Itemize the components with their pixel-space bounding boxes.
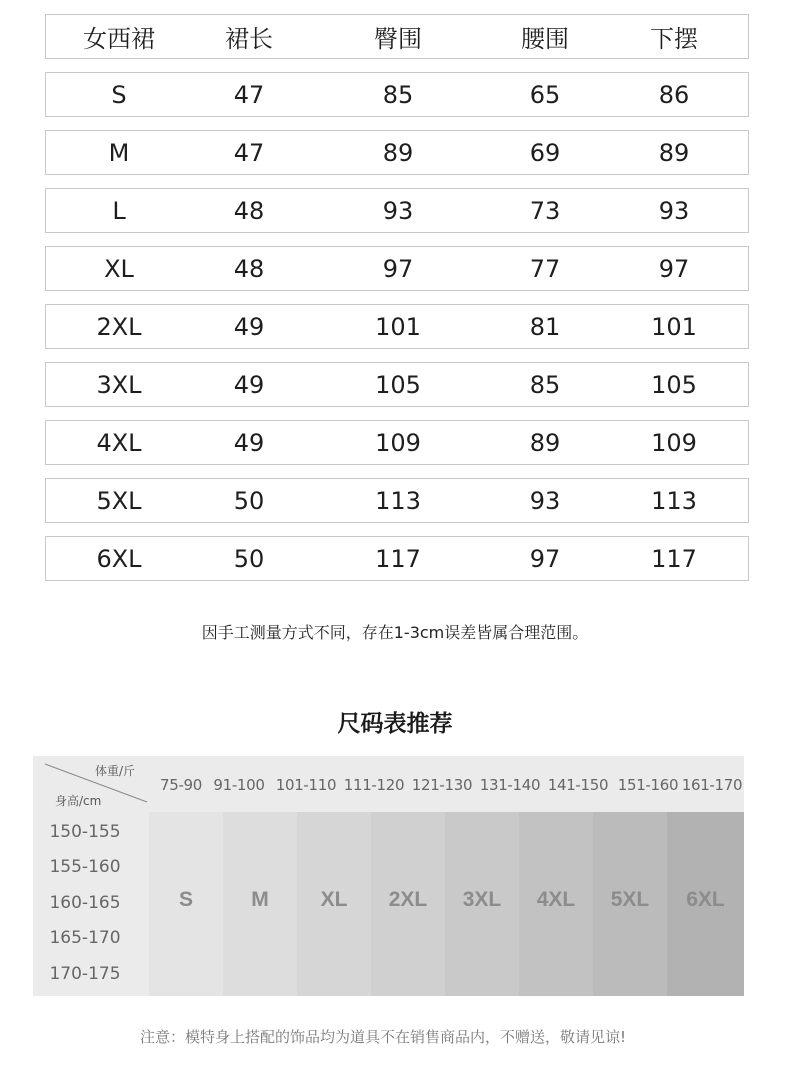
header-cell-length: 裙长 [225,25,273,53]
length-cell: 49 [233,428,265,457]
hem-cell: 105 [651,370,697,399]
size-column-2xl [371,812,445,996]
size-cell: L [112,196,126,225]
header-cell-style: 女西裙 [83,25,155,53]
size-column-6xl [667,812,744,996]
header-cell-hem: 下摆 [650,25,698,53]
table-row [45,72,749,117]
length-cell: 48 [233,254,265,283]
waist-cell: 97 [529,544,561,573]
length-cell: 47 [233,80,265,109]
length-cell: 47 [233,138,265,167]
accessory-disclaimer: 注意：模特身上搭配的饰品均为道具不在销售商品内，不赠送，敬请见谅! [139,1028,627,1046]
size-cell: 4XL [96,428,142,457]
height-range: 150-155 [49,822,121,842]
size-label: M [251,888,269,911]
size-label: 5XL [610,888,650,911]
length-cell: 50 [233,544,265,573]
length-cell: 50 [233,486,265,515]
hem-cell: 89 [658,138,690,167]
waist-cell: 77 [529,254,561,283]
hem-cell: 117 [651,544,697,573]
size-cell: 5XL [96,486,142,515]
height-range: 155-160 [49,857,121,877]
hem-cell: 93 [658,196,690,225]
table-row [45,304,749,349]
hip-cell: 109 [375,428,421,457]
header-cell-waist: 腰围 [521,25,569,53]
size-cell: XL [104,254,134,283]
hip-cell: 117 [375,544,421,573]
hem-cell: 113 [651,486,697,515]
hem-cell: 86 [658,80,690,109]
waist-cell: 81 [529,312,561,341]
table-row [45,188,749,233]
hem-cell: 97 [658,254,690,283]
size-column-s [149,812,223,996]
height-range: 165-170 [49,928,121,948]
waist-cell: 89 [529,428,561,457]
waist-cell: 69 [529,138,561,167]
size-label: 3XL [462,888,502,911]
weight-range: 75-90 [159,776,203,794]
waist-cell: 85 [529,370,561,399]
size-label: 4XL [536,888,576,911]
size-label: S [178,888,193,911]
table-row [45,478,749,523]
weight-range: 101-110 [275,776,337,794]
weight-range: 131-140 [479,776,541,794]
size-label: 2XL [388,888,428,911]
hip-cell: 93 [382,196,414,225]
hip-cell: 97 [382,254,414,283]
weight-range: 141-150 [547,776,609,794]
hip-cell: 113 [375,486,421,515]
table-row [45,362,749,407]
hip-cell: 89 [382,138,414,167]
length-cell: 49 [233,370,265,399]
weight-axis-label: 体重/斤 [95,764,136,778]
size-column-5xl [593,812,667,996]
size-cell: 2XL [96,312,142,341]
weight-range: 121-130 [411,776,473,794]
length-cell: 49 [233,312,265,341]
size-column-xl [297,812,371,996]
header-cell-hip: 臀围 [374,25,422,53]
hem-cell: 101 [651,312,697,341]
waist-cell: 73 [529,196,561,225]
size-column-m [223,812,297,996]
size-recommend-chart [33,756,744,996]
size-label: XL [320,888,348,911]
measurement-note: 因手工测量方式不同，存在1-3cm误差皆属合理范围。 [201,623,589,642]
height-axis-label: 身高/cm [55,794,102,808]
table-row [45,536,749,581]
size-cell: 3XL [96,370,142,399]
size-cell: 6XL [96,544,142,573]
table-row [45,130,749,175]
size-column-4xl [519,812,593,996]
recommend-title: 尺码表推荐 [337,711,453,737]
weight-range: 161-170 [681,776,743,794]
weight-range: 111-120 [343,776,405,794]
hip-cell: 101 [375,312,421,341]
length-cell: 48 [233,196,265,225]
table-row [45,246,749,291]
size-label: 6XL [686,888,725,911]
weight-range: 91-100 [213,776,265,794]
height-range: 170-175 [49,964,121,984]
size-column-3xl [445,812,519,996]
size-cell: S [111,80,127,109]
hip-cell: 85 [382,80,414,109]
weight-range: 151-160 [617,776,679,794]
height-range: 160-165 [49,893,121,913]
waist-cell: 65 [529,80,561,109]
table-row [45,420,749,465]
waist-cell: 93 [529,486,561,515]
size-cell: M [108,138,130,167]
hem-cell: 109 [651,428,697,457]
table-header-row [45,14,749,59]
hip-cell: 105 [375,370,421,399]
